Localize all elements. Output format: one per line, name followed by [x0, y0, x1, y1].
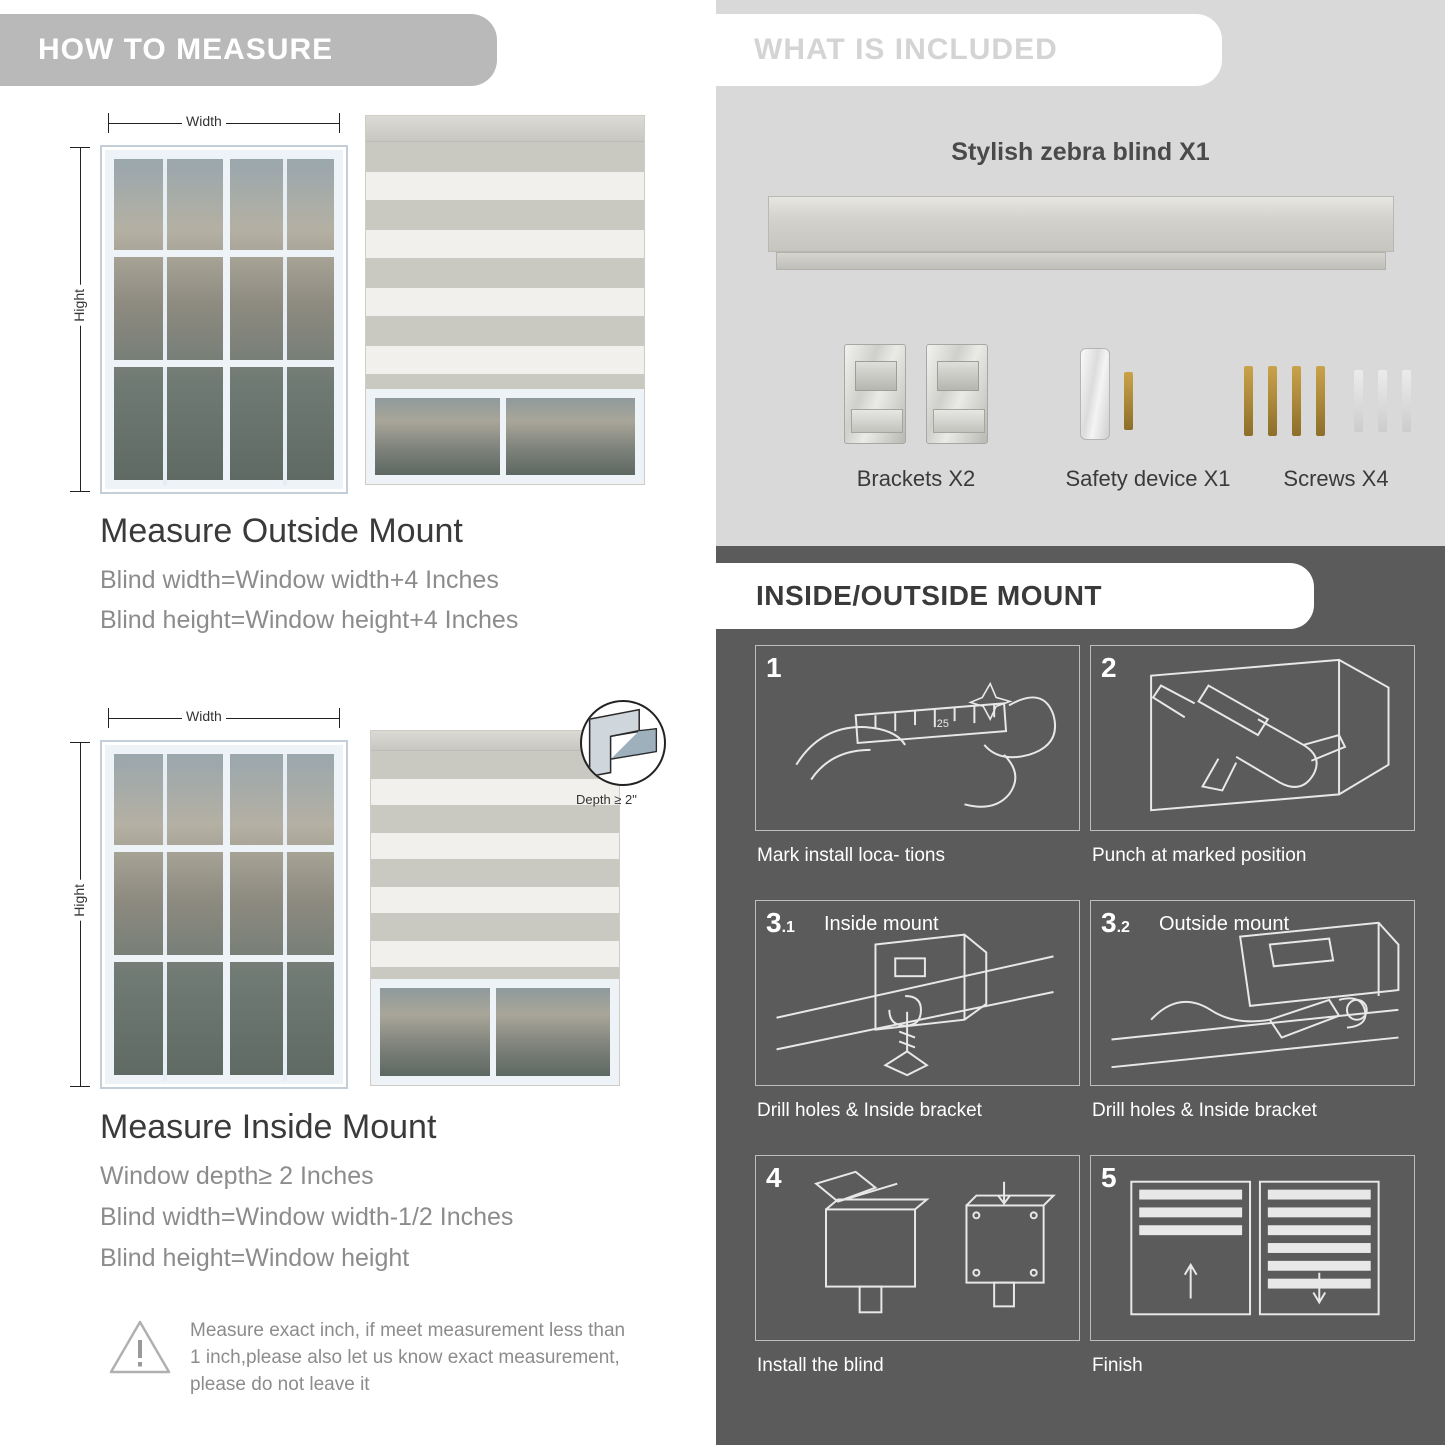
step-5-caption: Finish — [1092, 1355, 1143, 1376]
screw-icon-1 — [1244, 366, 1253, 436]
how-to-measure-header: HOW TO MEASURE — [0, 14, 497, 86]
blind-stripes — [366, 142, 644, 392]
step-5-number: 5 — [1101, 1162, 1117, 1193]
wall-plug-icon-2 — [1378, 370, 1387, 432]
step-1-caption: Mark install loca- tions — [757, 845, 945, 866]
finished-blind-icon — [1091, 1156, 1414, 1340]
blind-headrail — [366, 116, 644, 142]
outside-mount-title: Measure Outside Mount — [100, 512, 463, 550]
blind-illustration-inside — [370, 730, 620, 1086]
inside-mount-line-2: Blind width=Window width-1/2 Inches — [100, 1203, 514, 1231]
wall-plug-icon-1 — [1354, 370, 1363, 432]
zebra-blind-headrail-illustration — [768, 196, 1394, 274]
height-label-inside: Hight — [71, 880, 87, 921]
step-3-2-sub: .2 — [1116, 919, 1130, 936]
measurement-warning — [108, 1318, 628, 1399]
inside-mount-line-1: Window depth≥ 2 Inches — [100, 1162, 374, 1190]
outside-bracket-icon — [1091, 901, 1414, 1085]
inside-mount-diagram — [60, 700, 680, 1090]
step-3-2-number: 3.2 — [1101, 907, 1130, 938]
step-4 — [755, 1155, 1080, 1341]
width-label: Width — [182, 113, 226, 129]
svg-text:25: 25 — [936, 718, 949, 731]
wall-plug-icon-3 — [1402, 370, 1411, 432]
window-pane-grid — [105, 150, 343, 489]
outside-mount-line-1: Blind width=Window width+4 Inches — [100, 566, 499, 594]
screw-icon-4 — [1316, 366, 1325, 436]
step-3-1-caption: Drill holes & Inside bracket — [757, 1100, 982, 1121]
safety-device-icon — [1080, 348, 1110, 440]
step-3-2-caption: Drill holes & Inside bracket — [1092, 1100, 1317, 1121]
depth-label: Depth ≥ 2" — [576, 792, 637, 807]
safety-device-screw-icon — [1124, 372, 1133, 430]
step-3-1-number: 3.1 — [766, 907, 795, 938]
install-blind-icon — [756, 1156, 1079, 1340]
step-4-number: 4 — [766, 1162, 782, 1193]
window-illustration-inside — [102, 742, 346, 1087]
screw-icon-3 — [1292, 366, 1301, 436]
step-3-2 — [1090, 900, 1415, 1086]
step-4-caption: Install the blind — [757, 1355, 884, 1376]
window-illustration — [102, 147, 346, 492]
height-tick-top — [70, 147, 90, 148]
safety-device-caption: Safety device X1 — [1065, 466, 1231, 491]
step-2-number: 2 — [1101, 652, 1117, 683]
step-3-1 — [755, 900, 1080, 1086]
width-tick-right — [339, 113, 340, 133]
blind-illustration-outside — [365, 115, 645, 485]
inside-mount-line-3: Blind height=Window height — [100, 1244, 410, 1272]
bracket-icon-1 — [844, 344, 906, 444]
warning-triangle-icon — [108, 1318, 172, 1376]
how-to-measure-panel — [0, 0, 706, 1445]
depth-detail-circle — [580, 700, 666, 786]
tape-measure-icon — [756, 646, 1079, 830]
blind-lower-window — [366, 389, 644, 484]
outside-mount-line-2: Blind height=Window height+4 Inches — [100, 606, 519, 634]
brackets-caption: Brackets X2 — [856, 466, 976, 491]
inside-bracket-icon — [756, 901, 1079, 1085]
width-tick-left — [108, 113, 109, 133]
step-1-number: 1 — [766, 652, 782, 683]
what-is-included-header: WHAT IS INCLUDED — [716, 14, 1222, 86]
height-label: Hight — [71, 285, 87, 326]
step-3-1-sub: .1 — [781, 919, 795, 936]
width-label-inside: Width — [182, 708, 226, 724]
drill-icon — [1091, 646, 1414, 830]
step-5 — [1090, 1155, 1415, 1341]
included-main-item-label: Stylish zebra blind X1 — [951, 138, 1210, 166]
step-1 — [755, 645, 1080, 831]
outside-mount-diagram — [60, 105, 660, 495]
step-3-2-inline-label: Outside mount — [1159, 913, 1290, 935]
part-screws — [1226, 330, 1445, 500]
warning-text: Measure exact inch, if meet measurement less than 1 inch,please also let us know exact measurement, please do not leave it — [190, 1320, 626, 1395]
inside-outside-mount-header: INSIDE/OUTSIDE MOUNT — [716, 563, 1314, 629]
inside-mount-title: Measure Inside Mount — [100, 1108, 437, 1146]
screws-caption: Screws X4 — [1283, 466, 1389, 491]
step-2 — [1090, 645, 1415, 831]
step-2-caption: Punch at marked position — [1092, 845, 1307, 866]
bracket-icon-2 — [926, 344, 988, 444]
included-parts-row — [716, 330, 1445, 510]
step-3-1-inline-label: Inside mount — [824, 913, 939, 935]
height-tick-bottom — [70, 491, 90, 492]
screw-icon-2 — [1268, 366, 1277, 436]
